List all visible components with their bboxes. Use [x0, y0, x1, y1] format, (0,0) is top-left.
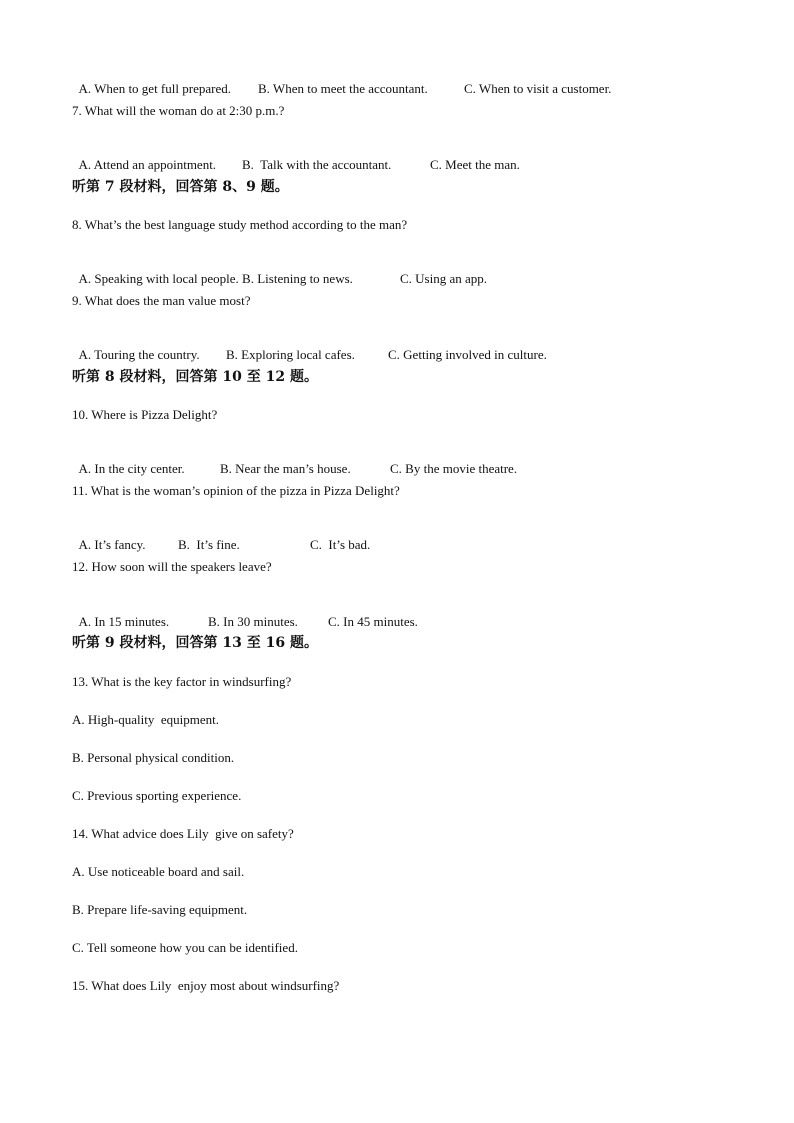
q9-option-c: C. Getting involved in culture. [388, 347, 547, 362]
q12-option-b: B. In 30 minutes. [208, 614, 298, 629]
q10-option-b: B. Near the man’s house. [220, 461, 351, 476]
q11-question: 11. What is the woman’s opinion of the pizza in Pizza Delight? [72, 483, 400, 498]
q14-option-c: C. Tell someone how you can be identified. [72, 940, 298, 955]
q13-question: 13. What is the key factor in windsurfing? [72, 674, 292, 689]
q10-option-a: A. In the city center. [78, 461, 185, 476]
q14-question: 14. What advice does Lily give on safety? [72, 826, 294, 841]
q13-option-a: A. High-quality equipment. [72, 712, 219, 727]
q7-option-c: C. Meet the man. [430, 157, 520, 172]
section-9-heading: 听第 9 段材料，回答第 13 至 16 题。 [72, 635, 318, 651]
q13-option-b: B. Personal physical condition. [72, 750, 235, 765]
q8-question: 8. What’s the best language study method according to the man? [72, 217, 408, 232]
q9-options [72, 331, 547, 363]
q9-option-b: B. Exploring local cafes. [226, 347, 355, 362]
q7-question: 7. What will the woman do at 2:30 p.m.? [72, 103, 285, 118]
q10-question: 10. Where is Pizza Delight? [72, 407, 218, 422]
q13-option-c: C. Previous sporting experience. [72, 788, 242, 803]
q6-option-b: B. When to meet the accountant. [258, 81, 428, 96]
section-7-heading: 听第 7 段材料，回答第 8、9 题。 [72, 179, 289, 195]
q11-option-c: C. It’s bad. [310, 537, 371, 552]
q11-option-a: A. It’s fancy. [78, 537, 146, 552]
q6-options [72, 65, 612, 97]
q12-question: 12. How soon will the speakers leave? [72, 559, 272, 574]
q9-question: 9. What does the man value most? [72, 293, 251, 308]
q14-option-b: B. Prepare life-saving equipment. [72, 902, 248, 917]
q7-options [72, 141, 520, 173]
q6-option-c: C. When to visit a customer. [464, 81, 612, 96]
q7-option-a: A. Attend an appointment. [78, 157, 217, 172]
q11-option-b: B. It’s fine. [178, 537, 240, 552]
q7-option-b: B. Talk with the accountant. [242, 157, 392, 172]
q10-options [72, 445, 518, 477]
q8-options [72, 255, 488, 287]
q12-options [72, 598, 418, 630]
q12-option-a: A. In 15 minutes. [78, 614, 170, 629]
q6-option-a: A. When to get full prepared. [78, 81, 231, 96]
section-8-heading: 听第 8 段材料，回答第 10 至 12 题。 [72, 369, 318, 385]
q14-option-a: A. Use noticeable board and sail. [72, 864, 245, 879]
q15-question: 15. What does Lily enjoy most about windsurfing? [72, 978, 340, 993]
q8-option-a-b: A. Speaking with local people. B. Listening to news. [78, 271, 353, 286]
q11-options [72, 521, 371, 553]
q10-option-c: C. By the movie theatre. [390, 461, 518, 476]
q8-option-c: C. Using an app. [400, 271, 488, 286]
q9-option-a: A. Touring the country. [78, 347, 200, 362]
q12-option-c: C. In 45 minutes. [328, 614, 418, 629]
